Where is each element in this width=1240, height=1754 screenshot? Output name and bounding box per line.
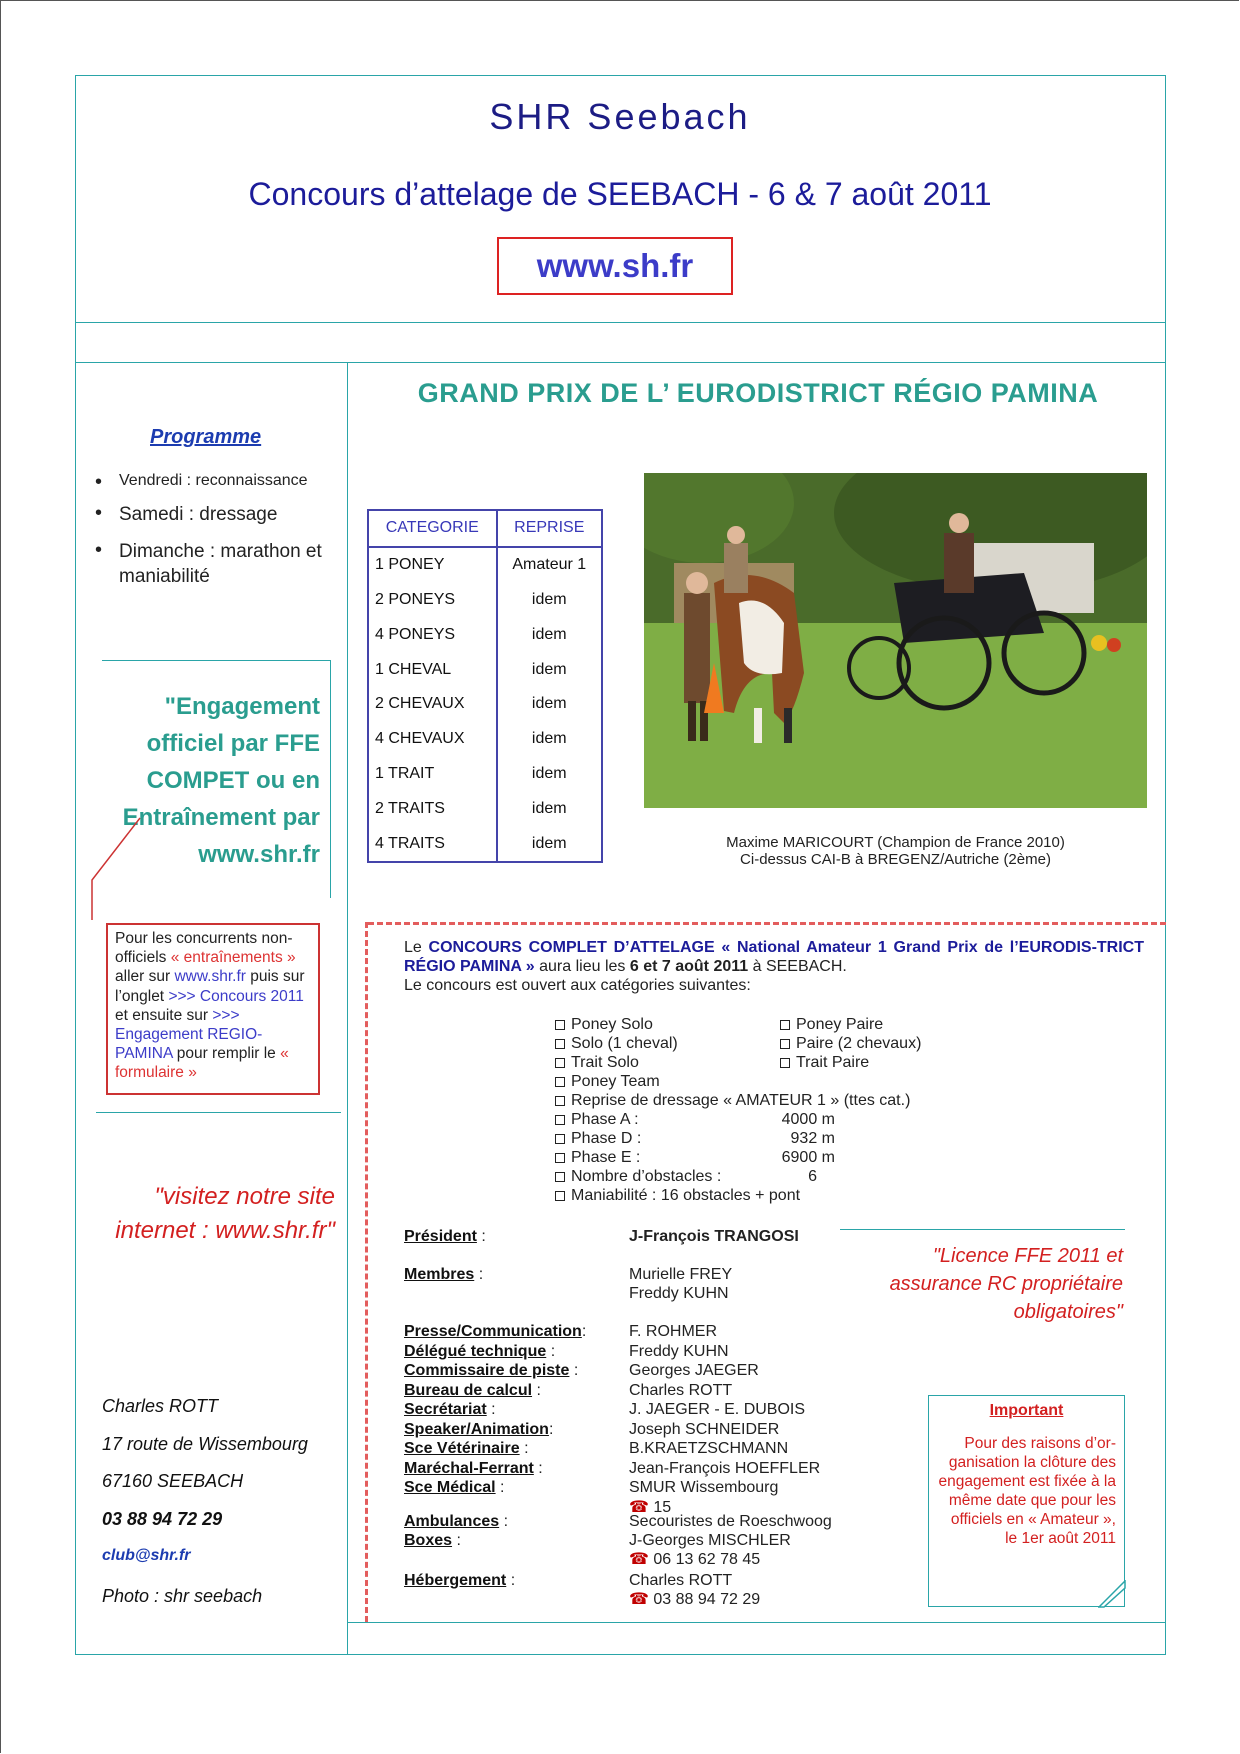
role-value: Secouristes de Roeschwoog [629,1513,832,1530]
table-row [368,826,602,862]
caption-line: Maxime MARICOURT (Champion de France 2010) [726,834,1065,851]
note-text: Pour les concurrents non-officiels [115,930,293,967]
table-cell: 2 CHEVAUX [368,687,497,722]
role-suffix: : [546,1342,556,1360]
checkbox-icon [555,1172,565,1182]
dashed-border [365,922,368,1622]
table-cell: idem [497,791,602,826]
hebergement-row: Hébergement : Charles ROTT ☎ 03 88 94 72 29 [404,1572,761,1608]
role-label: Hébergement [404,1572,507,1589]
phone-icon: ☎ [629,1498,649,1516]
programme-list [95,472,340,601]
checkbox-icon [780,1058,790,1068]
bracket-line [102,660,330,661]
role-label: Commissaire de piste [404,1362,570,1379]
page-curl-icon [1098,1580,1126,1608]
president-row: Président : J-François TRANGOSI [404,1228,799,1245]
boxes-row: Boxes : J-Georges MISCHLER ☎ 06 13 62 78 45 [404,1532,791,1568]
table-cell: idem [497,583,602,618]
role-suffix: : [569,1362,579,1379]
checkbox-icon [555,1115,565,1125]
programme-item: • Vendredi : reconnaissance [95,472,340,490]
intro-highlight: CONCOURS COMPLET D’ATTELAGE « National Amateur 1 Grand Prix de l’EURODIS-TRICT RÉGIO PAMINA » [404,939,1145,975]
checkbox-icon [555,1058,565,1068]
divider-line [96,1112,341,1113]
checkbox-icon [780,1020,790,1030]
phase-label: Phase D : [571,1130,642,1147]
engagement-quote: "Engagement officiel par FFE COMPET ou en Entraînement par www.shr.fr [122,693,320,868]
column-header: REPRISE [497,510,602,547]
role-value: Charles ROTT [629,1381,733,1399]
event-subtitle: Concours d’attelage de SEEBACH - 6 & 7 août 2011 [248,176,992,212]
role-value: B.KRAETZSCHMANN [629,1440,789,1457]
table-cell: idem [497,722,602,757]
divider-line [75,322,1166,323]
role-value: Georges JAEGER [629,1362,759,1379]
role-suffix: : [548,1420,554,1438]
table-row [368,583,602,618]
table-cell: idem [497,757,602,792]
phase-label: Phase E : [571,1149,641,1166]
intro-text: aura lieu les [534,958,630,975]
contact-name: Charles ROTT [102,1396,219,1416]
column-header: CATEGORIE [368,510,497,547]
phone-number: 15 [653,1498,672,1516]
phase-row [555,1129,855,1148]
table-header-row [368,510,602,547]
checkbox-icon [780,1039,790,1049]
role-suffix: : [495,1479,505,1496]
role-value: Freddy KUHN [629,1342,729,1360]
table-row [368,617,602,652]
staff-row [404,1361,1144,1381]
website-link[interactable]: www.sh.fr [497,237,733,295]
checkbox-icon [555,1153,565,1163]
role-label: Presse/Communication [404,1323,582,1340]
phase-row [555,1167,855,1186]
role-value: J. JAEGER - E. DUBOIS [629,1401,806,1418]
note-text: puis sur l’onglet [115,968,305,1005]
carriage-photo [644,473,1147,808]
intro-dates: 6 et 7 août 2011 [629,958,749,975]
role-suffix: : [581,1323,587,1340]
table-row [368,687,602,722]
role-label: Bureau de calcul [404,1381,533,1399]
note-link[interactable]: >>> Engagement REGIO-PAMINA [115,1006,263,1063]
table-row [368,652,602,687]
phase-label: Nombre d’obstacles : [571,1168,722,1185]
option-item [555,1015,775,1034]
phase-label: Phase A : [571,1111,639,1128]
table-cell: 1 CHEVAL [368,652,497,687]
role-suffix: : [486,1401,496,1418]
programme-heading: Programme [150,426,262,448]
role-label: Ambulances [404,1513,500,1530]
phase-value: 6 [808,1168,817,1185]
staff-row [404,1342,1144,1362]
category-table [367,509,603,863]
table-cell: 4 PONEYS [368,617,497,652]
option-label: Poney Paire [796,1016,884,1033]
important-text: Pour des raisons d’or-ganisation la clôture des engagement est fixée à la même date que pour les officiels en « Amateur », le 1er août 2011 [938,1435,1116,1547]
boxes-phone [629,1550,791,1569]
photo-caption [644,834,1147,868]
options-right [780,1015,980,1072]
table-row [368,757,602,792]
table-cell: Amateur 1 [497,547,602,583]
divider-line [840,1229,1125,1230]
role-label: Délégué technique [404,1342,547,1360]
table-cell: 1 TRAIT [368,757,497,792]
table-cell: idem [497,617,602,652]
important-box [928,1395,1125,1607]
role-label: Président [404,1228,477,1245]
registration-note [106,923,320,1095]
photo-credit: Photo : shr seebach [102,1586,263,1606]
phase-row [555,1186,855,1205]
option-item [555,1034,775,1053]
option-item [780,1034,980,1053]
option-label: Trait Paire [796,1054,870,1071]
role-value: SMUR Wissembourg [629,1479,779,1496]
role-value: Joseph SCHNEIDER [629,1420,780,1438]
member-name: Murielle FREY [629,1266,733,1283]
option-label: Paire (2 chevaux) [796,1035,922,1052]
contact-city: 67160 SEEBACH [102,1471,244,1491]
role-suffix: : [533,1459,543,1477]
intro-text: à SEEBACH. [748,958,847,975]
checkbox-icon [555,1134,565,1144]
boxes-name: J-Georges MISCHLER [629,1532,791,1549]
bracket-line [330,660,331,898]
divider-line [347,1622,1166,1623]
option-label: Reprise de dressage « AMATEUR 1 » (ttes cat.) [571,1092,911,1109]
divider-line [75,362,1166,363]
option-label: Solo (1 cheval) [571,1035,678,1052]
table-row [368,791,602,826]
table-cell: 4 CHEVAUX [368,722,497,757]
contact-phone: 03 88 94 72 29 [102,1509,223,1529]
phone-icon: ☎ [629,1591,649,1608]
phase-row [555,1110,855,1129]
table-cell: idem [497,652,602,687]
checkbox-icon [555,1020,565,1030]
option-item [780,1015,980,1034]
option-label: Poney Solo [571,1016,653,1033]
role-value: Jean-François HOEFFLER [629,1459,821,1477]
important-title: Important [989,1402,1064,1419]
table-cell: 2 TRAITS [368,791,497,826]
role-value: F. ROHMER [629,1323,717,1340]
ambulances-row: Ambulances : Secouristes de Roeschwoog [404,1513,832,1530]
visit-site-quote: "visitez notre site internet : www.shr.fr" [115,1183,335,1244]
note-link[interactable]: >>> Concours 2011 [168,987,304,1005]
phases-list [555,1110,855,1205]
phase-row [555,1148,855,1167]
phone-icon: ☎ [629,1551,649,1568]
option-item [555,1053,775,1072]
checkbox-icon [555,1077,565,1087]
option-item [555,1072,775,1091]
programme-item: • Samedi : dressage [95,502,340,527]
phone-number: 06 13 62 78 45 [653,1551,761,1568]
table-row [368,547,602,583]
checkbox-icon [555,1096,565,1106]
programme-item: • Dimanche : marathon et maniabilité [95,539,340,589]
caption-line: Ci-dessus CAI-B à BREGENZ/Autriche (2ème) [740,851,1051,868]
member-name: Freddy KUHN [629,1285,729,1302]
option-item [780,1053,980,1072]
note-text: pour remplir le [172,1045,281,1063]
table-cell: idem [497,826,602,862]
checkbox-icon [555,1039,565,1049]
table-row [368,722,602,757]
note-text: et ensuite sur [115,1006,213,1024]
role-value: J-François TRANGOSI [629,1228,799,1245]
callout-pointer [86,814,146,924]
intro-paragraph [404,938,1144,995]
role-label: Boxes [404,1532,453,1549]
contact-street: 17 route de Wissembourg [102,1434,308,1454]
role-label: Secrétariat [404,1401,487,1418]
option-item [555,1091,911,1110]
intro-text: Le [404,939,429,956]
contact-email[interactable]: club@shr.fr [102,1547,191,1564]
note-highlight: « entraînements » [170,949,296,967]
licence-quote: "Licence FFE 2011 et assurance RC propriétaire obligatoires" [889,1245,1123,1323]
role-suffix: : [532,1381,541,1399]
phase-value: 932 m [790,1130,835,1147]
option-label: Trait Solo [571,1054,639,1071]
phase-label: Maniabilité : 16 obstacles + pont [571,1187,801,1204]
table-cell: idem [497,687,602,722]
column-divider [347,362,348,1655]
hebergement-phone [629,1590,760,1609]
role-label: Speaker/Animation [404,1420,549,1438]
page-title: SHR Seebach [489,96,751,137]
option-label: Poney Team [571,1073,660,1090]
role-suffix: : [519,1440,529,1457]
role-label: Sce Vétérinaire [404,1440,520,1457]
role-label: Sce Médical [404,1479,496,1496]
hebergement-name: Charles ROTT [629,1572,733,1589]
phase-value: 4000 m [781,1111,835,1128]
intro-text: Le concours est ouvert aux catégories suivantes: [404,977,751,994]
members-row: Membres : Murielle FREY Freddy KUHN [404,1266,733,1302]
table-cell: 2 PONEYS [368,583,497,618]
note-link[interactable]: www.shr.fr [174,968,246,986]
checkbox-icon [555,1191,565,1201]
role-value [629,1265,732,1303]
table-cell: 1 PONEY [368,547,497,583]
role-value [629,1531,791,1569]
note-text: aller sur [115,968,175,986]
table-cell: 4 TRAITS [368,826,497,862]
role-label: Maréchal-Ferrant [404,1459,534,1477]
phase-value: 6900 m [781,1149,835,1166]
role-label: Membres [404,1266,475,1283]
role-value [629,1571,760,1609]
grand-prix-title: GRAND PRIX DE L’ EURODISTRICT RÉGIO PAMINA [417,378,1099,408]
dashed-border [368,922,1166,925]
phone-number: 03 88 94 72 29 [653,1591,761,1608]
note-highlight: « formulaire » [115,1045,289,1082]
